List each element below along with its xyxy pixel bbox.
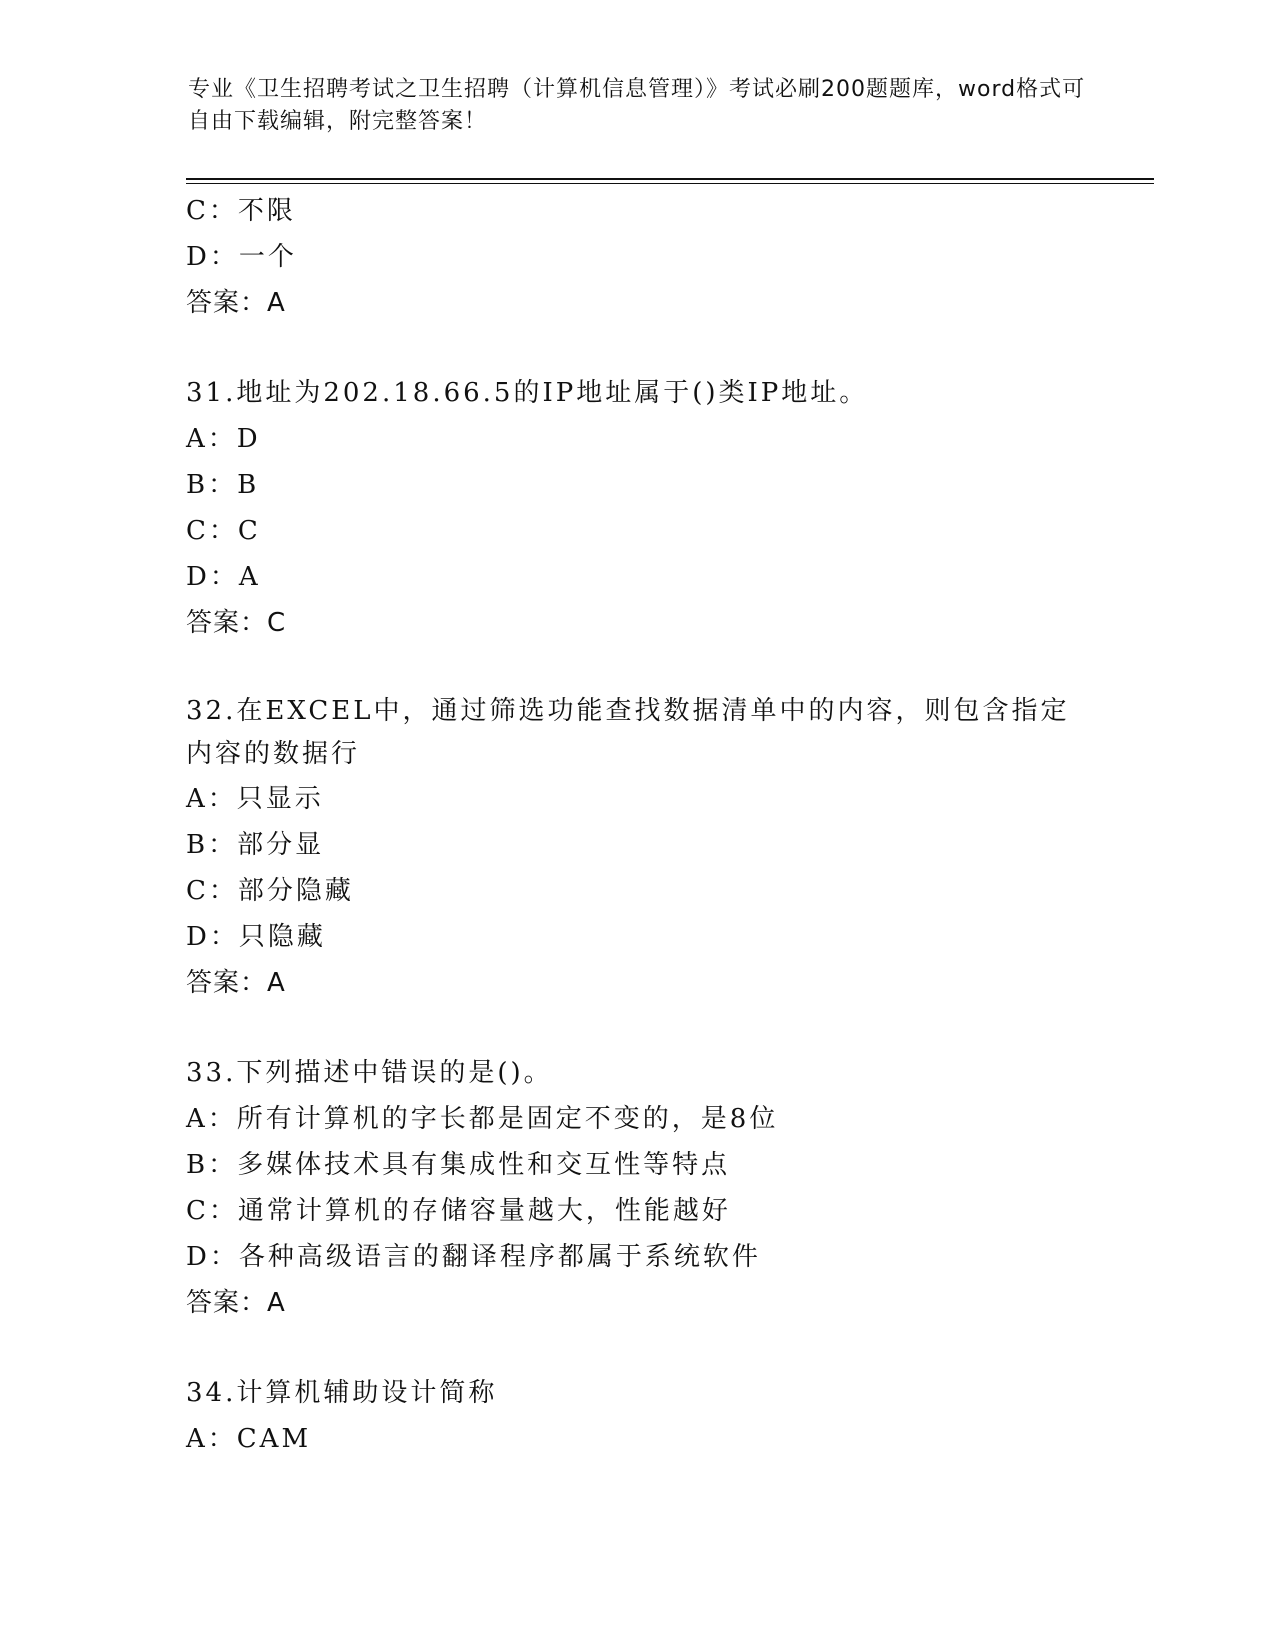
question-spacer xyxy=(186,646,1086,690)
option-b: B：部分显 xyxy=(186,830,325,860)
question-block-31 xyxy=(186,370,1086,646)
option-a: A：D xyxy=(186,424,261,454)
answer-line: 答案：A xyxy=(186,1288,286,1318)
option-d: D：一个 xyxy=(186,242,297,272)
question-stem: 33.下列描述中错误的是()。 xyxy=(186,1058,553,1088)
option-c: C：不限 xyxy=(186,196,296,226)
option-a: A：CAM xyxy=(186,1424,312,1454)
question-stem: 32.在EXCEL中，通过筛选功能查找数据清单中的内容，则包含指定内容的数据行 xyxy=(186,696,1070,769)
option-d: D：只隐藏 xyxy=(186,922,326,952)
answer-line: 答案：A xyxy=(186,288,286,318)
option-a: A：所有计算机的字长都是固定不变的，是8位 xyxy=(186,1104,779,1134)
option-a: A：只显示 xyxy=(186,784,324,814)
question-block-33 xyxy=(186,1050,1086,1326)
answer-line: 答案：A xyxy=(186,968,286,998)
question-block-30 xyxy=(186,188,1086,326)
option-d: D：各种高级语言的翻译程序都属于系统软件 xyxy=(186,1242,761,1272)
question-spacer xyxy=(186,1006,1086,1050)
question-stem: 34.计算机辅助设计简称 xyxy=(186,1378,498,1408)
header-divider-thin xyxy=(186,183,1154,184)
question-spacer xyxy=(186,1326,1086,1370)
question-block-32 xyxy=(186,690,1086,1006)
option-c: C：C xyxy=(186,516,261,546)
option-b: B：多媒体技术具有集成性和交互性等特点 xyxy=(186,1150,731,1180)
option-d: D：A xyxy=(186,562,261,592)
option-c: C：通常计算机的存储容量越大，性能越好 xyxy=(186,1196,731,1226)
option-c: C：部分隐藏 xyxy=(186,876,354,906)
document-header: 专业《卫生招聘考试之卫生招聘（计算机信息管理）》考试必刷200题题库，word格式可自由下载编辑，附完整答案！ xyxy=(188,77,1086,134)
option-b: B：B xyxy=(186,470,260,500)
question-block-34 xyxy=(186,1370,1086,1462)
question-spacer xyxy=(186,326,1086,370)
question-list xyxy=(186,188,1086,1462)
question-stem: 31.地址为202.18.66.5的IP地址属于()类IP地址。 xyxy=(186,378,869,408)
header-divider-thick xyxy=(186,178,1154,180)
answer-line: 答案：C xyxy=(186,608,287,638)
